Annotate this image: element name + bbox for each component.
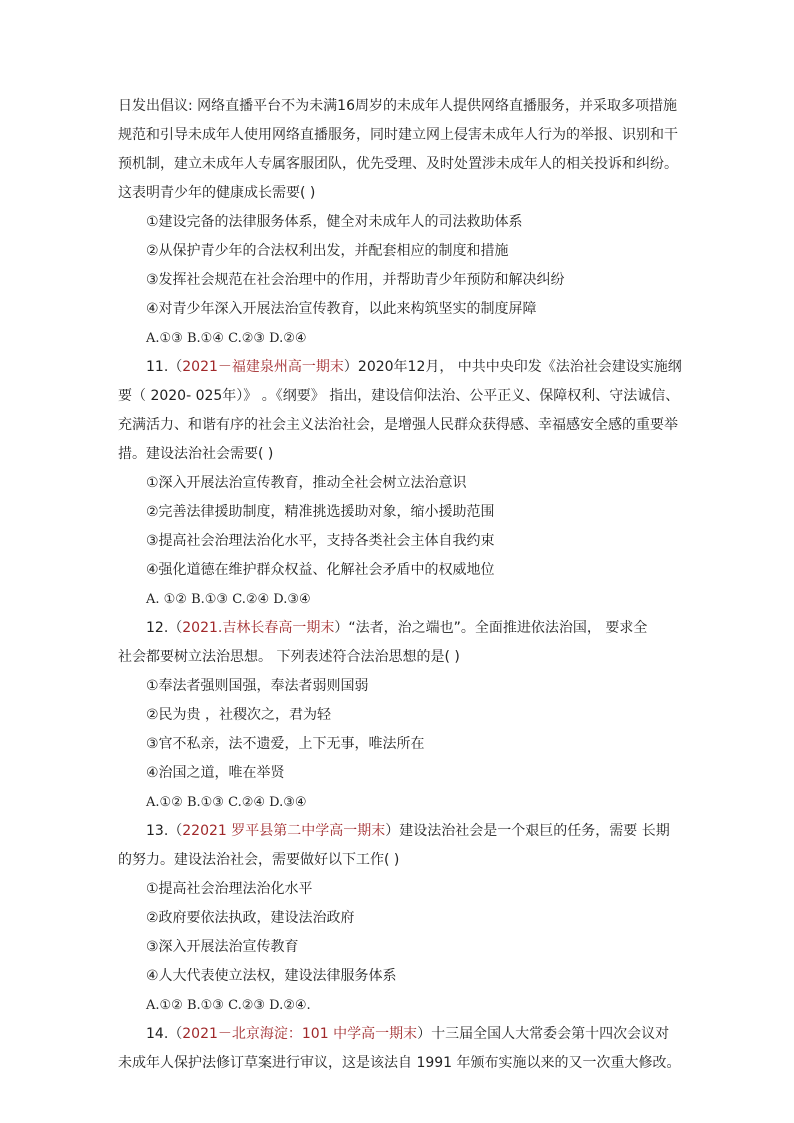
question-12	[118, 614, 678, 817]
question-text-line: 日发出倡议: 网络直播平台不为未满16周岁的未成年人提供网络直播服务，并采取多项措施	[118, 98, 677, 114]
question-text: ）2020年12月， 中共中央印发《法治社会建设实施纲	[343, 359, 682, 375]
question-10	[118, 92, 678, 353]
option-item: ④强化道德在维护群众权益、化解社会矛盾中的权威地位	[146, 562, 495, 578]
option-item: ①奉法者强则国强，奉法者弱则国弱	[146, 678, 369, 694]
option-item: ②民为贵 ，社稷次之，君为轻	[146, 707, 332, 723]
option-item: ③提高社会治理法治化水平，支持各类社会主体自我约束	[146, 533, 495, 549]
option-item: ①建设完备的法律服务体系，健全对未成年人的司法救助体系	[146, 214, 523, 230]
question-text-line: 要（ 2020- 025年）》 。《纲要》 指出，建设信仰法治、公平正义、保障权利、守法诚信、	[118, 388, 680, 404]
question-stem: 措。建设法治社会需要( )	[118, 446, 274, 462]
question-text: ）建设法治社会是一个艰巨的任务，需要 长期	[385, 823, 670, 839]
answer-choices: A.①③ B.①④ C.②③ D.②④	[146, 331, 307, 346]
document-content	[118, 92, 682, 1078]
question-header	[118, 614, 678, 643]
answer-choices: A. ①② B.①③ C.②④ D.③④	[146, 592, 311, 607]
question-number: 14.（	[146, 1026, 183, 1042]
option-item: ①深入开展法治宣传教育，推动全社会树立法治意识	[146, 475, 467, 491]
answer-choices: A.①② B.①③ C.②④ D.③④	[146, 795, 307, 810]
question-13	[118, 817, 678, 1020]
question-text-line: 规范和引导未成年人使用网络直播服务，同时建立网上侵害未成年人行为的举报、识别和干	[118, 127, 678, 143]
question-header	[118, 353, 682, 382]
question-text: ）十三届全国人大常委会第十四次会议对	[417, 1026, 670, 1042]
question-source: 2021.吉林长春高一期末	[182, 620, 335, 636]
option-item: ④治国之道，唯在举贤	[146, 765, 285, 781]
question-number: 12.（	[146, 620, 183, 636]
question-text-line: 预机制，建立未成年人专属客服团队，优先受理、及时处置涉未成年人的相关投诉和纠纷。	[118, 156, 678, 172]
question-source: 22021 罗平县第二中学高一期末	[182, 823, 386, 839]
option-item: ②从保护青少年的合法权利出发，并配套相应的制度和措施	[146, 243, 509, 259]
option-item: ③官不私亲，法不遗爱，上下无事，唯法所在	[146, 736, 425, 752]
question-stem: 社会都要树立法治思想。 下列表述符合法治思想的是( )	[118, 649, 460, 665]
question-header	[118, 1020, 678, 1049]
question-source: 2021－福建泉州高一期末	[182, 359, 344, 375]
option-item: ②完善法律援助制度，精准挑选援助对象，缩小援助范围	[146, 504, 495, 520]
option-item: ①提高社会治理法治化水平	[146, 881, 313, 897]
question-14	[118, 1020, 681, 1078]
question-text-line: 未成年人保护法修订草案进行审议，这是该法自 1991 年颁布实施以来的又一次重大修改。	[118, 1055, 681, 1071]
question-11	[118, 353, 682, 614]
question-number: 11.（	[146, 359, 183, 375]
question-text-line: 充满活力、和谐有序的社会主义法治社会，是增强人民群众获得感、幸福感安全感的重要举	[118, 417, 678, 433]
question-stem: 这表明青少年的健康成长需要( )	[118, 185, 316, 201]
option-item: ③深入开展法治宣传教育	[146, 939, 299, 955]
question-header	[118, 817, 678, 846]
question-text: ）“法者，治之端也”。全面推进依法治国， 要求全	[334, 620, 648, 636]
option-item: ②政府要依法执政，建设法治政府	[146, 910, 355, 926]
question-source: 2021－北京海淀：101 中学高一期末	[182, 1026, 418, 1042]
option-item: ③发挥社会规范在社会治理中的作用，并帮助青少年预防和解决纠纷	[146, 272, 565, 288]
question-number: 13.（	[146, 823, 183, 839]
answer-choices: A.①② B.①③ C.②③ D.②④.	[146, 998, 311, 1013]
option-item: ④人大代表使立法权，建设法律服务体系	[146, 968, 397, 984]
option-item: ④对青少年深入开展法治宣传教育，以此来构筑坚实的制度屏障	[146, 301, 537, 317]
question-stem: 的努力。建设法治社会，需要做好以下工作( )	[118, 852, 400, 868]
